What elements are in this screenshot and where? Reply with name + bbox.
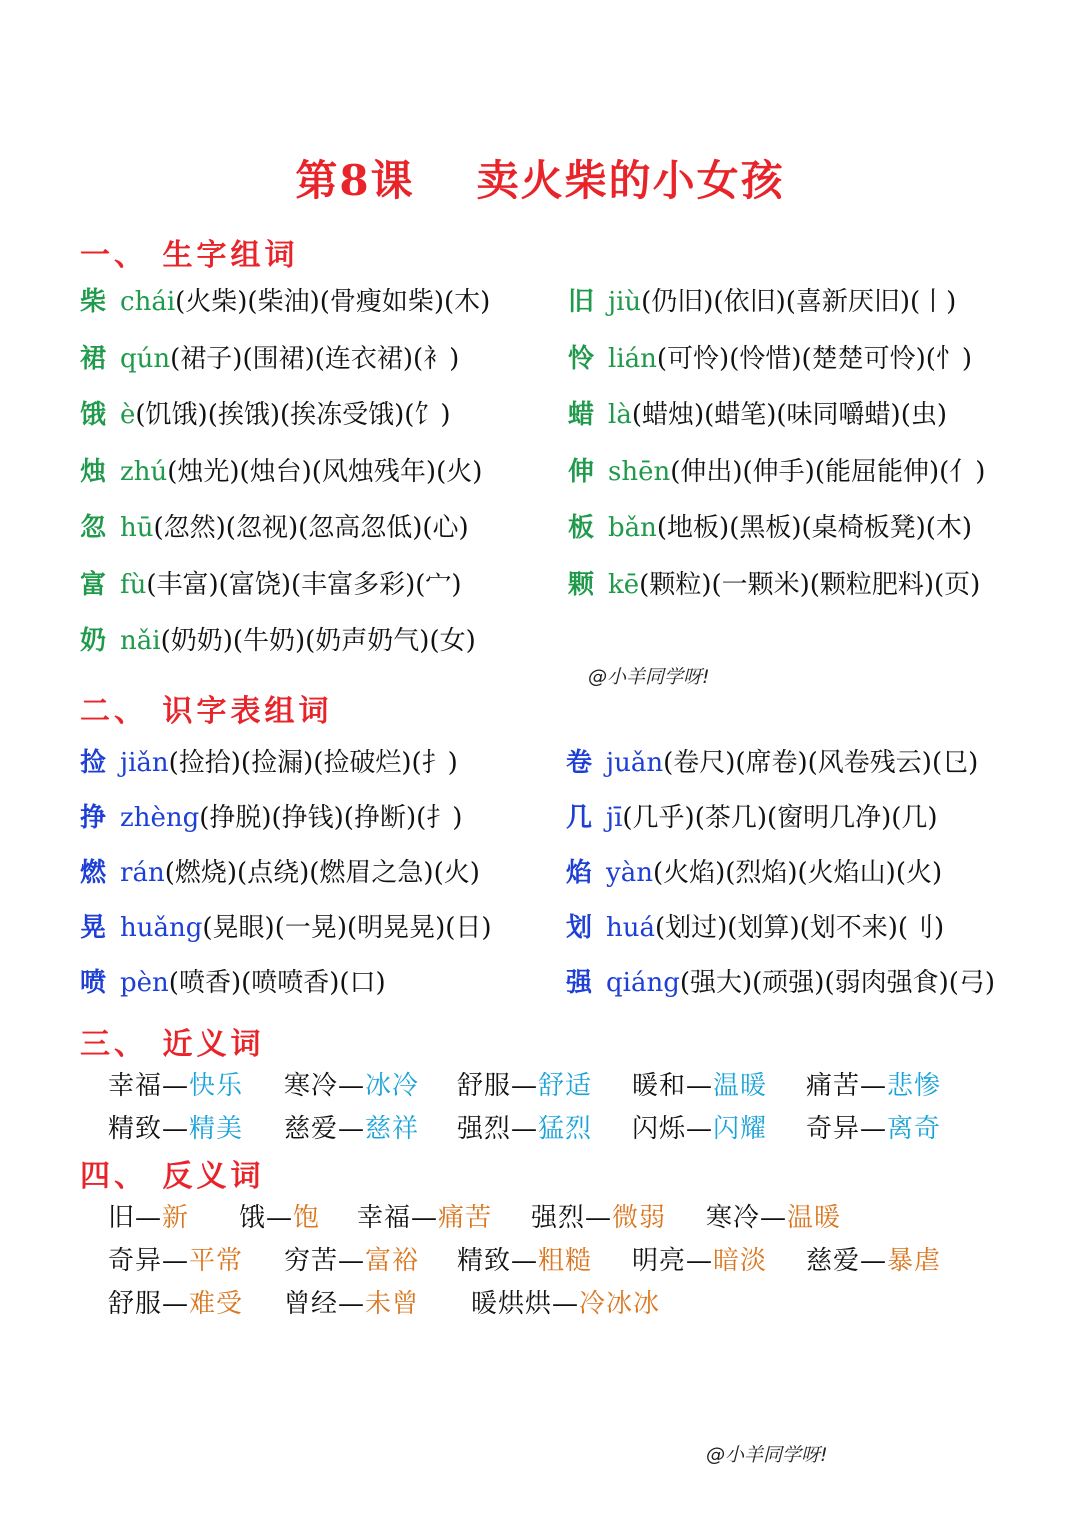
pair-dash: — xyxy=(135,1203,163,1233)
synonym-pair xyxy=(806,1065,941,1102)
vocab-pinyin: lián xyxy=(608,343,657,374)
vocab-character: 饿 xyxy=(80,400,107,430)
pair-word: 寒冷 xyxy=(284,1071,339,1101)
pair-answer: 精美 xyxy=(189,1114,244,1144)
read-char-row xyxy=(566,966,995,1000)
pair-word: 明亮 xyxy=(632,1246,687,1276)
antonym-pair xyxy=(108,1197,189,1234)
pair-word: 旧 xyxy=(108,1203,136,1233)
vocab-character: 蜡 xyxy=(568,400,595,430)
pair-answer: 微弱 xyxy=(612,1203,667,1233)
vocab-character: 板 xyxy=(568,513,595,543)
antonym-pair xyxy=(108,1283,243,1320)
pair-word: 强烈 xyxy=(531,1203,586,1233)
pair-word: 穷苦 xyxy=(284,1246,339,1276)
vocab-character: 柴 xyxy=(80,287,107,317)
pair-answer: 快乐 xyxy=(189,1071,244,1101)
antonym-pair xyxy=(632,1240,767,1277)
vocab-pinyin: huǎng xyxy=(120,913,203,943)
vocab-pinyin: zhèng xyxy=(120,803,200,833)
pair-word: 饿 xyxy=(239,1203,267,1233)
pair-dash: — xyxy=(760,1203,788,1233)
pair-word: 暖烘烘 xyxy=(471,1289,553,1319)
page-title xyxy=(0,148,1080,208)
vocab-pinyin: juǎn xyxy=(606,748,664,778)
pair-dash: — xyxy=(686,1071,714,1101)
vocab-character: 颗 xyxy=(568,569,595,600)
pair-word: 痛苦 xyxy=(806,1071,861,1101)
pair-word: 暖和 xyxy=(632,1071,687,1101)
vocab-words: (晃眼)(一晃)(明晃晃)(日) xyxy=(202,913,492,943)
vocab-words: (仍旧)(依旧)(喜新厌旧)(丨) xyxy=(641,287,957,317)
vocab-words: (可怜)(怜惜)(楚楚可怜)(忄) xyxy=(656,343,973,374)
vocab-pinyin: shēn xyxy=(608,456,671,487)
vocab-character: 富 xyxy=(80,569,107,600)
pair-dash: — xyxy=(162,1071,190,1101)
pair-answer: 离奇 xyxy=(887,1114,942,1144)
pair-word: 舒服 xyxy=(457,1071,512,1101)
vocab-character: 晃 xyxy=(80,913,107,943)
new-char-row xyxy=(80,455,482,489)
pair-word: 奇异 xyxy=(108,1246,163,1276)
vocab-pinyin: pèn xyxy=(120,968,169,998)
vocab-words: (划过)(划算)(划不来)(刂) xyxy=(655,913,945,943)
vocab-words: (丰富)(富饶)(丰富多彩)(宀) xyxy=(146,569,462,600)
watermark-bottom: @小羊同学呀! xyxy=(706,1444,828,1466)
vocab-pinyin: bǎn xyxy=(608,513,657,543)
pair-dash: — xyxy=(411,1203,439,1233)
read-char-row xyxy=(80,746,458,780)
section4-heading: 四、 反义词 xyxy=(80,1159,265,1194)
antonym-pair xyxy=(706,1197,841,1234)
pair-dash: — xyxy=(338,1071,366,1101)
vocab-pinyin: zhú xyxy=(120,456,168,487)
pair-answer: 冰冷 xyxy=(365,1071,420,1101)
antonym-pair xyxy=(284,1240,419,1277)
pair-answer: 饱 xyxy=(293,1203,321,1233)
pair-answer: 粗糙 xyxy=(538,1246,593,1276)
vocab-character: 旧 xyxy=(568,287,595,317)
pair-word: 强烈 xyxy=(457,1114,512,1144)
new-char-row xyxy=(80,624,476,658)
pair-dash: — xyxy=(860,1114,888,1144)
vocab-character: 捡 xyxy=(80,748,107,778)
vocab-pinyin: chái xyxy=(120,287,176,317)
vocab-words: (挣脱)(挣钱)(挣断)(扌) xyxy=(199,803,463,833)
vocab-pinyin: là xyxy=(608,400,632,430)
antonym-pair xyxy=(284,1283,419,1320)
pair-dash: — xyxy=(860,1246,888,1276)
antonym-pair xyxy=(531,1197,666,1234)
antonym-pair xyxy=(457,1240,592,1277)
new-char-row xyxy=(568,568,980,602)
pair-dash: — xyxy=(266,1203,294,1233)
vocab-words: (裙子)(围裙)(连衣裙)(衤) xyxy=(170,343,460,374)
vocab-words: (地板)(黑板)(桌椅板凳)(木) xyxy=(656,513,973,543)
pair-dash: — xyxy=(162,1289,190,1319)
pair-answer: 舒适 xyxy=(538,1071,593,1101)
pair-word: 幸福 xyxy=(108,1071,163,1101)
antonym-pair xyxy=(471,1283,660,1320)
pair-word: 幸福 xyxy=(357,1203,412,1233)
pair-dash: — xyxy=(686,1114,714,1144)
pair-answer: 冷冰冰 xyxy=(579,1289,661,1319)
vocab-character: 怜 xyxy=(568,343,595,374)
pair-dash: — xyxy=(585,1203,613,1233)
pair-answer: 难受 xyxy=(189,1289,244,1319)
lesson-number: 第8课 xyxy=(295,156,415,205)
vocab-pinyin: jiǎn xyxy=(120,748,169,778)
new-char-row xyxy=(80,398,451,432)
vocab-character: 喷 xyxy=(80,968,107,998)
pair-dash: — xyxy=(162,1246,190,1276)
read-char-row xyxy=(80,911,492,945)
new-char-row xyxy=(568,455,985,489)
pair-dash: — xyxy=(162,1114,190,1144)
pair-word: 寒冷 xyxy=(706,1203,761,1233)
vocab-pinyin: huá xyxy=(606,913,656,943)
section1-heading: 一、 生字组词 xyxy=(80,238,299,273)
pair-dash: — xyxy=(338,1289,366,1319)
vocab-words: (奶奶)(牛奶)(奶声奶气)(女) xyxy=(160,626,476,656)
pair-answer: 暗淡 xyxy=(713,1246,768,1276)
vocab-character: 忽 xyxy=(80,513,107,543)
pair-word: 慈爱 xyxy=(806,1246,861,1276)
vocab-words: (几乎)(茶几)(窗明几净)(几) xyxy=(622,803,938,833)
new-char-row xyxy=(80,511,469,545)
vocab-words: (捡拾)(捡漏)(捡破烂)(扌) xyxy=(168,748,458,778)
read-char-row xyxy=(566,801,938,835)
pair-answer: 暴虐 xyxy=(887,1246,942,1276)
pair-word: 慈爱 xyxy=(284,1114,339,1144)
watermark: @小羊同学呀! xyxy=(588,666,710,688)
pair-answer: 悲惨 xyxy=(887,1071,942,1101)
vocab-pinyin: jiù xyxy=(608,287,642,317)
vocab-words: (饥饿)(挨饿)(挨冻受饿)(饣) xyxy=(135,400,451,430)
pair-answer: 慈祥 xyxy=(365,1114,420,1144)
vocab-character: 奶 xyxy=(80,626,107,656)
read-char-row xyxy=(80,856,480,890)
pair-dash: — xyxy=(552,1289,580,1319)
pair-word: 曾经 xyxy=(284,1289,339,1319)
pair-answer: 猛烈 xyxy=(538,1114,593,1144)
vocab-words: (火柴)(柴油)(骨瘦如柴)(木) xyxy=(175,287,491,317)
vocab-words: (强大)(顽强)(弱肉强食)(弓) xyxy=(679,968,996,998)
lesson-name: 卖火柴的小女孩 xyxy=(476,156,785,205)
vocab-character: 燃 xyxy=(80,858,107,888)
vocab-pinyin: nǎi xyxy=(120,626,161,656)
pair-answer: 温暖 xyxy=(787,1203,842,1233)
new-char-row xyxy=(80,568,462,602)
pair-answer: 闪耀 xyxy=(713,1114,768,1144)
vocab-character: 挣 xyxy=(80,803,107,833)
pair-answer: 新 xyxy=(162,1203,190,1233)
pair-answer: 温暖 xyxy=(713,1071,768,1101)
vocab-words: (忽然)(忽视)(忽高忽低)(心) xyxy=(153,513,469,543)
vocab-character: 强 xyxy=(566,968,593,998)
vocab-pinyin: fù xyxy=(120,569,147,600)
vocab-pinyin: rán xyxy=(120,858,165,888)
read-char-row xyxy=(80,966,386,1000)
pair-word: 精致 xyxy=(108,1114,163,1144)
synonym-pair xyxy=(457,1108,592,1145)
vocab-words: (颗粒)(一颗米)(颗粒肥料)(页) xyxy=(639,569,981,600)
vocab-pinyin: qún xyxy=(120,343,171,374)
new-char-row xyxy=(80,285,490,319)
vocab-character: 裙 xyxy=(80,343,107,374)
vocab-pinyin: qiáng xyxy=(606,968,680,998)
synonym-pair xyxy=(806,1108,941,1145)
vocab-character: 卷 xyxy=(566,748,593,778)
synonym-pair xyxy=(632,1065,767,1102)
antonym-pair xyxy=(357,1197,492,1234)
pair-dash: — xyxy=(338,1114,366,1144)
vocab-words: (喷香)(喷喷香)(口) xyxy=(168,968,386,998)
read-char-row xyxy=(566,746,978,780)
new-char-row xyxy=(568,285,956,319)
vocab-words: (燃烧)(点绕)(燃眉之急)(火) xyxy=(164,858,480,888)
antonym-pair xyxy=(239,1197,320,1234)
pair-answer: 富裕 xyxy=(365,1246,420,1276)
new-char-row xyxy=(568,511,972,545)
antonym-pair xyxy=(806,1240,941,1277)
vocab-character: 划 xyxy=(566,913,593,943)
synonym-pair xyxy=(108,1065,243,1102)
pair-word: 精致 xyxy=(457,1246,512,1276)
pair-answer: 未曾 xyxy=(365,1289,420,1319)
vocab-character: 伸 xyxy=(568,456,595,487)
synonym-pair xyxy=(284,1108,419,1145)
pair-word: 闪烁 xyxy=(632,1114,687,1144)
read-char-row xyxy=(80,801,462,835)
vocab-words: (蜡烛)(蜡笔)(味同嚼蜡)(虫) xyxy=(631,400,947,430)
new-char-row xyxy=(568,342,972,376)
section3-heading: 三、 近义词 xyxy=(80,1027,265,1062)
pair-dash: — xyxy=(511,1114,539,1144)
vocab-words: (烛光)(烛台)(风烛残年)(火) xyxy=(167,456,483,487)
new-char-row xyxy=(568,398,947,432)
pair-dash: — xyxy=(686,1246,714,1276)
synonym-pair xyxy=(632,1108,767,1145)
section2-heading: 二、 识字表组词 xyxy=(80,694,333,729)
pair-dash: — xyxy=(511,1246,539,1276)
synonym-pair xyxy=(457,1065,592,1102)
read-char-row xyxy=(566,856,942,890)
read-char-row xyxy=(566,911,944,945)
pair-answer: 痛苦 xyxy=(438,1203,493,1233)
synonym-pair xyxy=(284,1065,419,1102)
synonym-pair xyxy=(108,1108,243,1145)
pair-word: 奇异 xyxy=(806,1114,861,1144)
vocab-words: (伸出)(伸手)(能屈能伸)(亻) xyxy=(670,456,986,487)
vocab-character: 几 xyxy=(566,803,593,833)
pair-dash: — xyxy=(860,1071,888,1101)
vocab-pinyin: yàn xyxy=(606,858,653,888)
vocab-pinyin: è xyxy=(120,400,136,430)
vocab-pinyin: kē xyxy=(608,569,640,600)
vocab-words: (卷尺)(席卷)(风卷残云)(㔾) xyxy=(663,748,979,778)
vocab-character: 烛 xyxy=(80,456,107,487)
new-char-row xyxy=(80,342,459,376)
pair-answer: 平常 xyxy=(189,1246,244,1276)
vocab-words: (火焰)(烈焰)(火焰山)(火) xyxy=(652,858,943,888)
antonym-pair xyxy=(108,1240,243,1277)
pair-dash: — xyxy=(338,1246,366,1276)
vocab-pinyin: jī xyxy=(606,803,623,833)
pair-word: 舒服 xyxy=(108,1289,163,1319)
pair-dash: — xyxy=(511,1071,539,1101)
vocab-character: 焰 xyxy=(566,858,593,888)
vocab-pinyin: hū xyxy=(120,513,154,543)
